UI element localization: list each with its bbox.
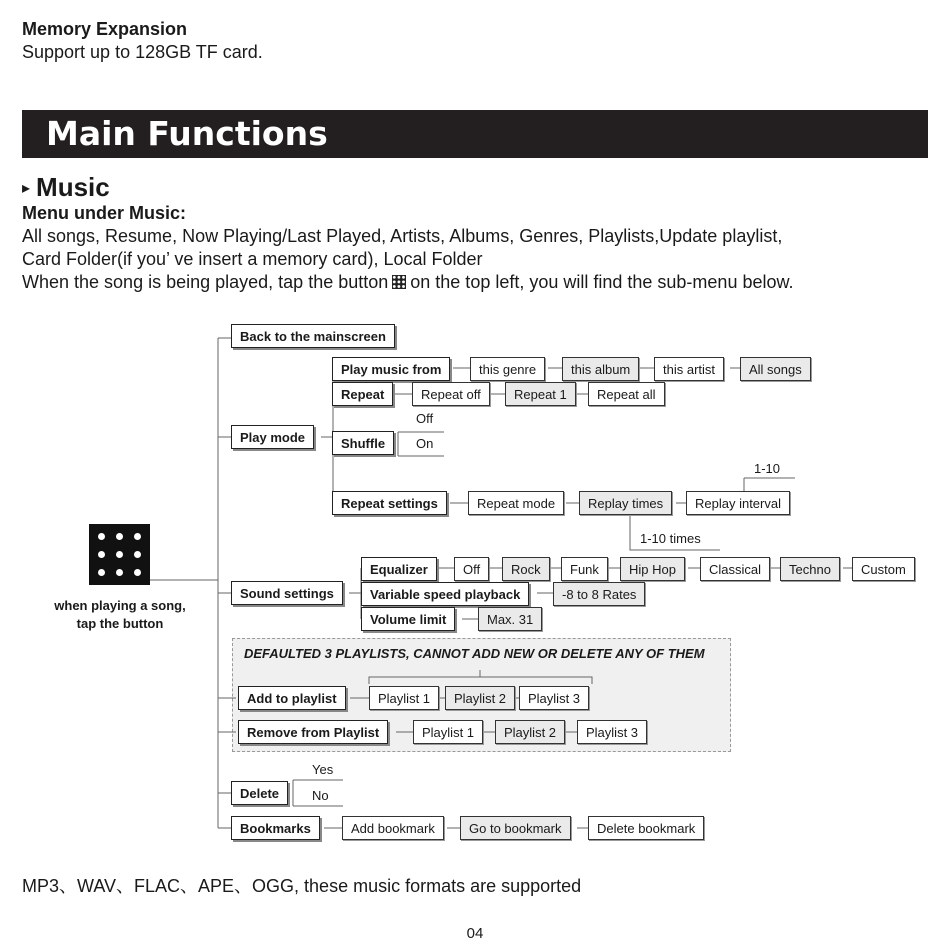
volume-max: Max. 31: [478, 607, 542, 631]
rs-option-repeat-mode: Repeat mode: [468, 491, 564, 515]
delete-node: Delete: [231, 781, 288, 805]
remove-option-playlist-1: Playlist 1: [413, 720, 483, 744]
eq-option-funk: Funk: [561, 557, 608, 581]
repeat-option-off: Repeat off: [412, 382, 490, 406]
bookmark-option-delete: Delete bookmark: [588, 816, 704, 840]
rs-option-replay-interval: Replay interval: [686, 491, 790, 515]
bookmark-option-add: Add bookmark: [342, 816, 444, 840]
playlist-note: DEFAULTED 3 PLAYLISTS, CANNOT ADD NEW OR DELETE ANY OF THEM: [244, 646, 705, 661]
repeat-settings-node: Repeat settings: [332, 491, 447, 515]
back-to-mainscreen-node: Back to the mainscreen: [231, 324, 395, 348]
shuffle-node: Shuffle: [332, 431, 394, 455]
remove-option-playlist-2: Playlist 2: [495, 720, 565, 744]
banner-title: Main Functions: [46, 114, 328, 153]
tap-text-after: on the top left, you will find the sub-menu below.: [410, 272, 794, 292]
eq-option-classical: Classical: [700, 557, 770, 581]
volume-limit-node: Volume limit: [361, 607, 455, 631]
repeat-option-all: Repeat all: [588, 382, 665, 406]
add-to-playlist-node: Add to playlist: [238, 686, 346, 710]
pmf-option-album: this album: [562, 357, 639, 381]
repeat-node: Repeat: [332, 382, 393, 406]
add-option-playlist-1: Playlist 1: [369, 686, 439, 710]
pmf-option-artist: this artist: [654, 357, 724, 381]
icon-caption-line1: when playing a song,: [54, 598, 186, 613]
times-range: 1-10 times: [640, 531, 701, 546]
menu-heading: Menu under Music:: [22, 203, 187, 223]
add-option-playlist-3: Playlist 3: [519, 686, 589, 710]
interval-range: 1-10: [754, 461, 781, 476]
speed-rates: -8 to 8 Rates: [553, 582, 645, 606]
icon-caption-line2: tap the button: [76, 616, 164, 631]
tap-text-before: When the song is being played, tap the button: [22, 272, 389, 292]
repeat-option-1: Repeat 1: [505, 382, 576, 406]
eq-option-custom: Custom: [852, 557, 915, 581]
variable-speed-node: Variable speed playback: [361, 582, 529, 606]
page-number: 04: [466, 925, 484, 942]
remove-from-playlist-node: Remove from Playlist: [238, 720, 388, 744]
sound-settings-node: Sound settings: [231, 581, 343, 605]
shuffle-option-on: On: [416, 436, 434, 451]
memory-text: Support up to 128GB TF card.: [22, 42, 263, 62]
add-option-playlist-2: Playlist 2: [445, 686, 515, 710]
music-title: Music: [36, 172, 110, 202]
rs-option-replay-times: Replay times: [579, 491, 672, 515]
remove-option-playlist-3: Playlist 3: [577, 720, 647, 744]
eq-option-hip-hop: Hip Hop: [620, 557, 685, 581]
eq-option-off: Off: [454, 557, 489, 581]
delete-option-yes: Yes: [312, 762, 334, 777]
menu-line-1: All songs, Resume, Now Playing/Last Played, Artists, Albums, Genres, Playlists,Update playlist,: [22, 226, 783, 246]
play-mode-node: Play mode: [231, 425, 314, 449]
delete-option-no: No: [312, 788, 329, 803]
pmf-option-all-songs: All songs: [740, 357, 811, 381]
eq-option-rock: Rock: [502, 557, 550, 581]
shuffle-option-off: Off: [416, 411, 434, 426]
triangle-icon: ▸: [22, 180, 31, 197]
bookmarks-node: Bookmarks: [231, 816, 320, 840]
menu-line-2: Card Folder(if you’ ve insert a memory card), Local Folder: [22, 249, 483, 269]
eq-option-techno: Techno: [780, 557, 840, 581]
formats-text: MP3、WAV、FLAC、APE、OGG, these music formats are supported: [22, 876, 582, 896]
equalizer-node: Equalizer: [361, 557, 437, 581]
play-music-from-node: Play music from: [332, 357, 450, 381]
bookmark-option-go: Go to bookmark: [460, 816, 571, 840]
memory-title: Memory Expansion: [22, 19, 188, 39]
pmf-option-genre: this genre: [470, 357, 545, 381]
